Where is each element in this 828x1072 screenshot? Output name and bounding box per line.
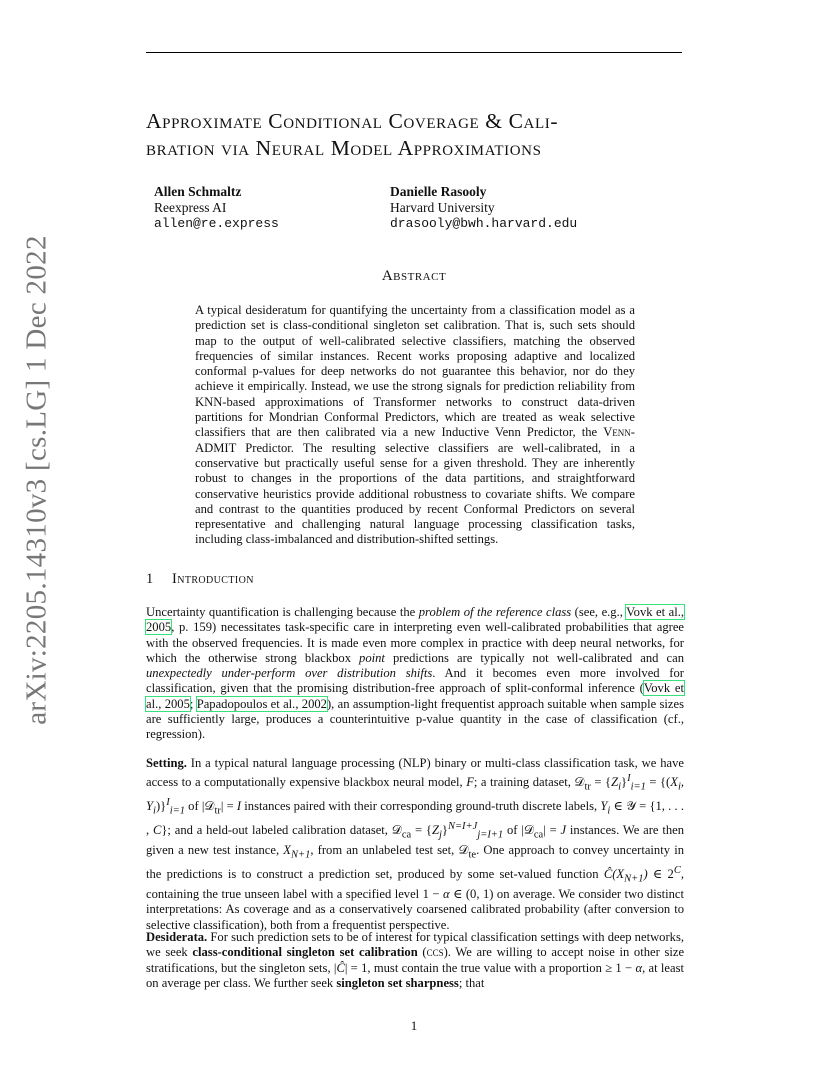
desiderata-text: , at least on average per class. We further seek — [146, 960, 684, 990]
setting-text: = {( — [645, 775, 671, 790]
math-sub: j=I+1 — [477, 830, 504, 841]
setting-text: . One approach to convey uncertainty in the predictions is to construct a prediction set, produced by some set-valued function — [146, 843, 684, 882]
math: J — [560, 823, 567, 838]
citation-vovk-link[interactable]: Vovk et al., 2005 — [146, 605, 684, 635]
math-sub: ca — [401, 830, 412, 841]
setting-text: } — [621, 775, 628, 790]
abstract-body — [195, 303, 635, 548]
intro-text: . And it becomes even more involved for classification, given that the promising distribution-free approach of split-conformal inference ( — [146, 666, 684, 696]
intro-text: predictions are typically not well-calibrated and can — [384, 650, 684, 665]
desiderata-text: ). We are willing to accept noise in other size stratifications, but the singleton sets, | — [146, 945, 685, 975]
desiderata-paragraph — [146, 930, 684, 991]
section-heading — [146, 571, 254, 588]
author-name: Danielle Rasooly — [390, 184, 487, 199]
title-line-1: Approximate Conditional Coverage & Cali- — [146, 109, 559, 133]
intro-text: ; — [189, 696, 197, 711]
setting-text: , containing the true unseen label with a specified level 1 − — [146, 867, 684, 902]
desiderata-bold: singleton set sharpness — [336, 975, 459, 990]
math: C — [152, 823, 162, 838]
abstract-text-2: . The resulting selective classifiers are well-calibrated, in a conservative but practically useful sense for a given threshold. They are inherently robust to changes in the proportions of the data partitions, and straightforward conservative heuristics provide additional robustness to covariate shifts. We compare and contrast to the quantities produced by recent Conformal Predictors on several representative and challenging natural language processing classification tasks, including class-imbalanced and distribution-shifted settings. — [195, 440, 635, 547]
setting-text: instances. We are then given a new test instance, — [146, 823, 685, 858]
intro-text: Uncertainty quantification is challenging because the — [146, 605, 419, 619]
top-rule — [146, 52, 682, 53]
desiderata-text: ( — [417, 945, 427, 960]
setting-text: instances paired with their corresponding ground-truth discrete labels, — [241, 799, 601, 814]
math-sub: i — [618, 782, 622, 793]
math-sup: C — [673, 865, 681, 877]
intro-paragraph — [146, 605, 684, 743]
abstract-heading: Abstract — [381, 268, 447, 284]
math-sup: I — [627, 773, 631, 785]
math: Ĉ — [336, 960, 345, 975]
math: 𝒟 — [391, 823, 402, 838]
math: α — [635, 960, 643, 975]
desiderata-ccs: ccs — [426, 945, 444, 960]
intro-emphasis: point — [359, 650, 385, 665]
intro-text: ), an assumption-light frequentist approach suitable when sample sizes are sufficiently large, produces a counterintuitive p-value quantity in the case of classification (cf., regression). — [146, 696, 684, 742]
citation-papadopoulos-link[interactable]: Papadopoulos et al., 2002 — [196, 696, 327, 711]
author-2 — [390, 184, 577, 232]
setting-text: )} — [155, 799, 167, 814]
setting-paragraph — [146, 756, 684, 933]
author-name: Allen Schmaltz — [154, 184, 242, 199]
setting-text: | = — [220, 799, 237, 814]
desiderata-text: For such prediction sets to be of interest for typical classification settings with deep networks, we seek — [146, 930, 684, 960]
setting-text: In a typical natural language processing (NLP) binary or multi-class classification task, we have access to a computationally expensive blackbox neural model, — [146, 756, 684, 790]
setting-text: , from an unlabeled test set, — [310, 843, 459, 858]
math: $Ĉ(X_{N+1})$ — [603, 867, 648, 885]
math: I — [236, 799, 242, 814]
setting-text: | = — [543, 823, 561, 838]
setting-text: ∈ 𝒴 = {1, . . . , — [146, 799, 684, 838]
math: 𝒟 — [523, 823, 534, 838]
setting-text: ∈ 2 — [647, 867, 674, 882]
math: $Y_i$ — [600, 799, 611, 817]
author-email[interactable]: allen@re.express — [154, 216, 279, 231]
math-sub: N+1 — [291, 849, 311, 861]
math-sub: tr — [584, 782, 591, 793]
math: Z — [611, 775, 619, 790]
math: 𝒟 — [204, 799, 215, 814]
math: 𝒟 — [574, 775, 585, 790]
math-sup: N=I+J — [447, 821, 478, 833]
setting-text: = { — [590, 775, 612, 790]
setting-text: }; and a held-out labeled calibration dataset, — [161, 823, 392, 838]
math-sub: i=1 — [630, 782, 646, 793]
math: $X_i$, $Y_i$ — [146, 775, 685, 817]
setting-text: of | — [506, 823, 524, 838]
math: X — [283, 843, 291, 858]
setting-text: } — [441, 823, 448, 838]
intro-emphasis: unexpectedly under-perform over distribution shifts — [146, 666, 433, 681]
paper-title — [146, 108, 706, 162]
abstract-admit: -ADMIT Predictor — [195, 425, 635, 455]
desiderata-bold: class-conditional singleton set calibration — [192, 945, 418, 960]
setting-text: = { — [411, 823, 432, 838]
setting-text: ∈ (0, 1) on average. We consider two distinct interpretations: As coverage and as a conservatively coarsened calibrated probability (after conversion to selective classification), both from a frequentist perspective. — [146, 887, 684, 932]
author-1 — [154, 184, 279, 232]
setting-text: of | — [184, 799, 205, 814]
page-number: 1 — [410, 1018, 418, 1033]
author-affiliation: Harvard University — [390, 200, 495, 215]
abstract-venn: Venn — [603, 425, 631, 440]
desiderata-text: | = 1, must contain the true value with a proportion ≥ 1 − — [344, 960, 636, 975]
math-sub: j — [439, 830, 442, 841]
desiderata-label: Desiderata. — [146, 930, 208, 944]
math: F — [466, 775, 474, 790]
intro-emphasis: problem of the reference class — [418, 605, 572, 619]
author-email[interactable]: drasooly@bwh.harvard.edu — [390, 216, 578, 231]
arxiv-stamp — [20, 235, 53, 725]
math-sub: tr — [214, 806, 221, 817]
math-sub: i=1 — [169, 806, 185, 817]
section-title: Introduction — [172, 571, 254, 587]
desiderata-text: ; that — [458, 975, 485, 990]
abstract-text-1: A typical desideratum for quantifying the uncertainty from a classification model as a prediction set is class-conditional singleton set calibration. That is, such sets should map to the output of well-calibrated selective classifiers, matching the observed frequencies of similar instances. Recent works proposing adaptive and localized conformal p-values for deep networks do not guarantee this behavior, nor do they achieve it empirically. Instead, we use the strong signals for prediction reliability from KNN-based approximations of Transformer networks to construct data-driven partitions for Mondrian Conformal Predictors, which are treated as weak selective classifiers that are then calibrated via a new Inductive Venn Predictor, the — [195, 303, 635, 440]
section-number: 1 — [146, 571, 154, 587]
math-sub: te — [468, 849, 477, 861]
title-line-2: bration via Neural Model Approximations — [146, 136, 542, 160]
math-sup: I — [166, 797, 170, 809]
intro-text: , p. 159) necessitates task-specific care in interpreting even well-calibrated probabilities that agree with the observed frequencies. It is made even more complex in practice with deep neural networks, for which the otherwise strong blackbox — [146, 620, 684, 665]
math-sub: ca — [533, 830, 544, 841]
intro-text: (see, e.g., — [571, 605, 627, 619]
citation-vovk-link[interactable]: Vovk et al., 2005 — [146, 681, 684, 711]
math: α — [442, 887, 450, 902]
author-affiliation: Reexpress AI — [154, 200, 227, 215]
math: 𝒟 — [458, 843, 469, 858]
math: Z — [431, 823, 439, 838]
arxiv-stamp-text: arXiv:2205.14310v3 [cs.LG] 1 Dec 2022 — [20, 235, 53, 725]
setting-text: ; a training dataset, — [473, 775, 575, 790]
setting-label: Setting. — [146, 756, 187, 770]
